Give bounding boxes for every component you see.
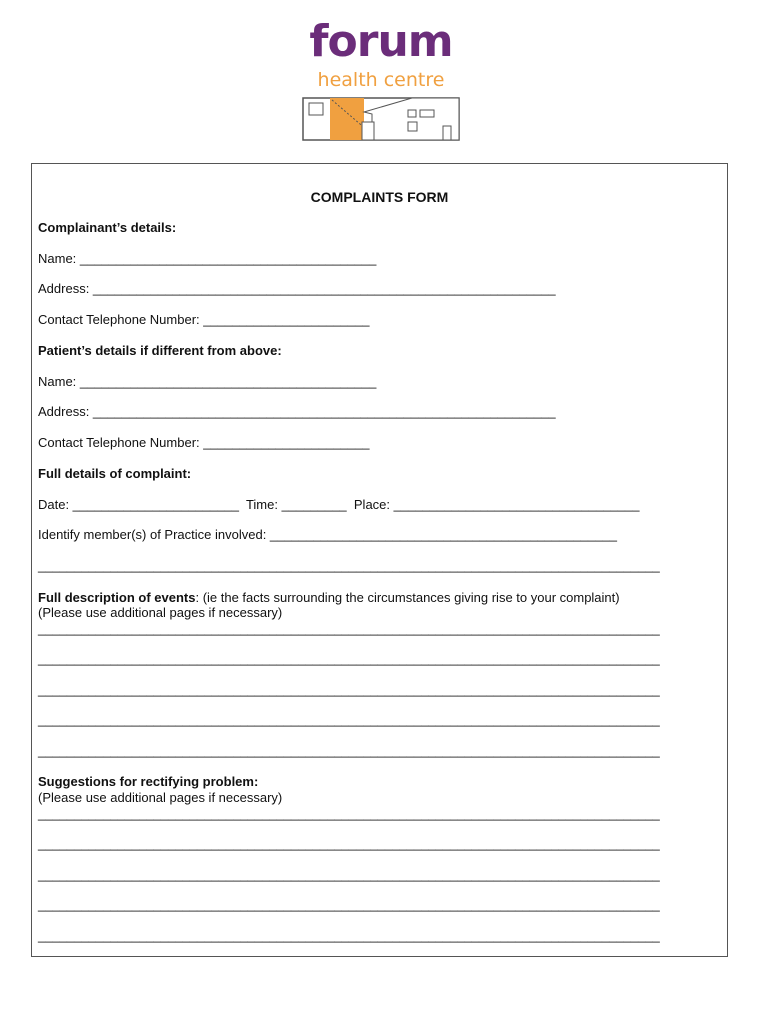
suggestions-additional-pages-note: (Please use additional pages if necessary) bbox=[38, 790, 283, 805]
patient-phone-field[interactable]: Contact Telephone Number: _______________________ bbox=[38, 435, 370, 450]
complainant-name-field[interactable]: Name: _________________________________________ bbox=[38, 251, 377, 266]
description-line-1[interactable]: ______________________________________________________________________________________ bbox=[38, 621, 660, 636]
forum-health-centre-logo bbox=[300, 16, 462, 142]
patient-address-field[interactable]: Address: ________________________________________________________________ bbox=[38, 404, 556, 419]
complainant-phone-field[interactable]: Contact Telephone Number: _______________________ bbox=[38, 312, 370, 327]
suggestions-line-4[interactable]: ______________________________________________________________________________________ bbox=[38, 897, 660, 912]
date-time-place-field[interactable]: Date: _______________________ Time: _________ Place: __________________________________ bbox=[38, 497, 640, 512]
logo-subtitle: health centre bbox=[317, 69, 445, 91]
description-additional-pages-note: (Please use additional pages if necessary) bbox=[38, 605, 283, 620]
complainant-address-field[interactable]: Address: ________________________________________________________________ bbox=[38, 281, 556, 296]
suggestions-heading: Suggestions for rectifying problem: bbox=[38, 774, 259, 789]
suggestions-line-3[interactable]: ______________________________________________________________________________________ bbox=[38, 867, 660, 882]
identify-members-field[interactable]: Identify member(s) of Practice involved: ________________________________________________ bbox=[38, 527, 617, 542]
complainant-heading: Complainant’s details: bbox=[38, 220, 177, 235]
description-line-4[interactable]: ______________________________________________________________________________________ bbox=[38, 712, 660, 727]
suggestions-line-5[interactable]: ______________________________________________________________________________________ bbox=[38, 928, 660, 943]
description-heading: Full description of events bbox=[38, 590, 196, 605]
logo-wordmark: forum bbox=[309, 16, 453, 67]
building-icon bbox=[302, 96, 460, 142]
patient-name-field[interactable]: Name: _________________________________________ bbox=[38, 374, 377, 389]
patient-heading: Patient’s details if different from above: bbox=[38, 343, 282, 358]
description-note: : (ie the facts surrounding the circumstances giving rise to your complaint) bbox=[195, 590, 620, 605]
suggestions-line-1[interactable]: ______________________________________________________________________________________ bbox=[38, 806, 660, 821]
description-heading-line bbox=[38, 590, 620, 606]
complaint-heading: Full details of complaint: bbox=[38, 466, 192, 481]
description-line-5[interactable]: ______________________________________________________________________________________ bbox=[38, 743, 660, 758]
form-title: COMPLAINTS FORM bbox=[310, 189, 449, 205]
complaint-blank-line[interactable]: ______________________________________________________________________________________ bbox=[38, 558, 660, 573]
suggestions-line-2[interactable]: ______________________________________________________________________________________ bbox=[38, 836, 660, 851]
description-line-2[interactable]: ______________________________________________________________________________________ bbox=[38, 651, 660, 666]
description-line-3[interactable]: ______________________________________________________________________________________ bbox=[38, 682, 660, 697]
